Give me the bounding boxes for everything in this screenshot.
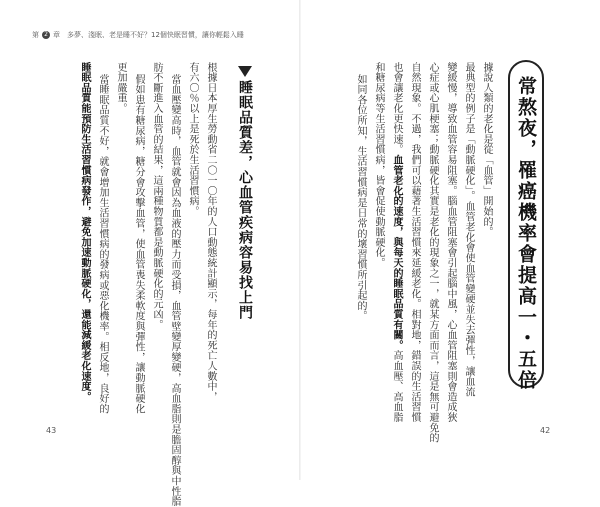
body-text: 也會讓老化更快速。 (391, 62, 402, 155)
page-number-right: 42 (540, 426, 551, 435)
body-column: 最典型的例子是「動脈硬化」。血管老化會使血管變硬並失去彈性，讓血流 (463, 62, 474, 397)
bold-phrase: 血管老化的速度，與每天的睡眠品質有關。 (391, 154, 402, 351)
body-column: 當血壓變高時，血管就會因為血液的壓力而受損，血管壁變厚變硬，高血脂則是膽固醇與中性脂 (169, 74, 180, 507)
body-column: 更加嚴重。 (115, 62, 126, 114)
body-column: 據說人類的老化是從「血管」開始的。 (481, 62, 492, 238)
chapter-label: 第 (32, 31, 39, 39)
body-column: 有六〇％以上是死於生活習慣病。 (187, 62, 198, 217)
chapter-title-box (508, 60, 544, 391)
running-head-title: 多夢、淺眠、老是睡不好？12個快眠習慣，讓你輕鬆入睡 (67, 31, 244, 39)
bold-body-column: 睡眠品質能預防生活習慣病發作，避免加速動脈硬化，還能減緩老化速度。 (79, 62, 90, 402)
book-gutter (299, 0, 301, 480)
triangle-bullet-icon (238, 66, 252, 77)
body-column: 和糖尿病等生活習慣病，皆會促使動脈硬化。 (373, 62, 384, 268)
body-column: 心症或心肌梗塞；動脈硬化其實是老化的現象之一，就某方面而言，這是無可避免的 (427, 62, 438, 444)
body-column: 如同各位所知，生活習慣病是日常的壞習慣所引起的。 (355, 74, 366, 322)
section-title: 常熬夜，罹癌機率會提高一・五倍 (515, 76, 537, 391)
subheading-text: 睡眠品質差，心血管疾病容易找上門 (237, 80, 253, 320)
body-column: 根據日本厚生勞動省二〇一〇年的人口動態統計顯示，每年的死亡人數中， (205, 62, 216, 402)
body-column: 自然現象。不過，我們可以藉著生活習慣來延緩老化。相對地，錯誤的生活習慣 (409, 62, 420, 423)
body-column: 假如患有糖尿病，糖分會攻擊血管，使血管喪失柔軟度與彈性，讓動脈硬化 (133, 74, 144, 414)
running-head (32, 30, 244, 40)
body-column (390, 62, 402, 423)
page-number-left: 43 (46, 426, 57, 435)
body-column: 變緩慢，導致血管容易阻塞。腦血管阻塞會引起腦中風，心血管阻塞則會造成狹 (445, 62, 456, 423)
chapter-number: 2 (42, 31, 50, 39)
body-text: 高血壓、高血脂 (391, 350, 402, 423)
body-column: 當睡眠品質不好，就會增加生活習慣病的發病或惡化機率。相反地，良好的 (97, 74, 108, 414)
chapter-suffix: 章 (53, 31, 60, 39)
body-column: 肪不斷進入血管的結果，這兩種物質都是動脈硬化的元凶。 (151, 62, 162, 330)
subheading (236, 66, 254, 320)
